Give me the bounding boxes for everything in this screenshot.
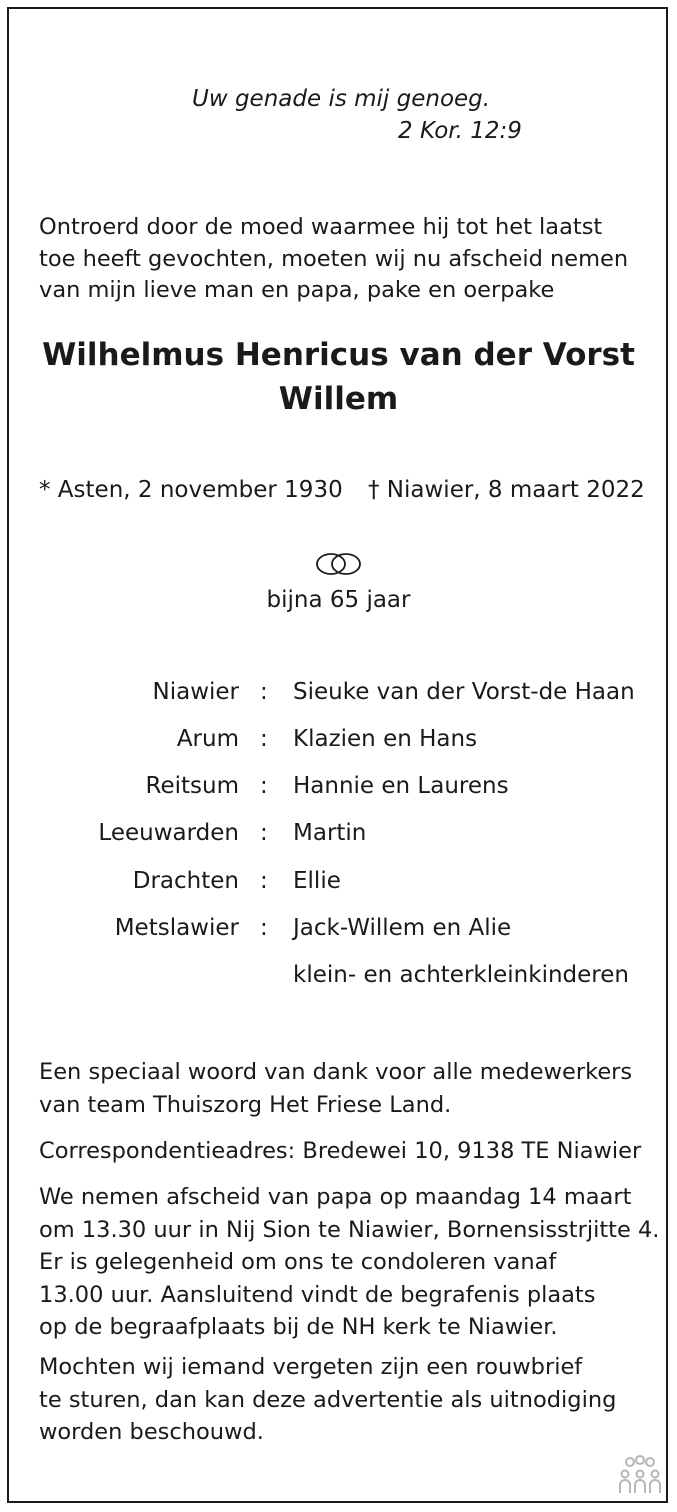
family-place: Reitsum (145, 773, 239, 799)
family-names: Hannie en Laurens (293, 773, 509, 799)
ceremony-line: 13.00 uur. Aansluitend vindt de begrafenis plaats (39, 1281, 596, 1308)
deceased-nickname: Willem (278, 381, 399, 417)
people-group-icon (616, 1455, 664, 1495)
closing-line: te sturen, dan kan deze advertentie als uitnodiging (39, 1386, 617, 1413)
family-separator: : (260, 915, 268, 941)
ceremony-line: om 13.30 uur in Nij Sion te Niawier, Bornensisstrjitte 4. (39, 1216, 660, 1243)
marriage-duration: bijna 65 jaar (266, 587, 411, 613)
death-date: † Niawier, 8 maart 2022 (368, 477, 645, 503)
ceremony-text (39, 1181, 659, 1344)
family-separator: : (260, 868, 268, 894)
grandchildren: klein- en achterkleinkinderen (293, 962, 629, 988)
family-names: Ellie (293, 868, 341, 894)
correspondence-address: Correspondentieadres: Bredewei 10, 9138 TE Niawier (39, 1138, 642, 1164)
family-separator: : (260, 773, 268, 799)
birth-date: * Asten, 2 november 1930 (39, 477, 343, 503)
family-separator: : (260, 726, 268, 752)
intro-text (39, 211, 628, 307)
family-place: Arum (176, 726, 239, 752)
family-place: Drachten (132, 868, 239, 894)
intro-line: van mijn lieve man en papa, pake en oerpake (39, 277, 555, 303)
bible-reference: 2 Kor. 12:9 (398, 118, 522, 144)
thanks-line: Een speciaal woord van dank voor alle medewerkers (39, 1059, 633, 1085)
family-separator: : (260, 679, 268, 705)
ceremony-line: We nemen afscheid van papa op maandag 14 maart (39, 1184, 632, 1210)
ceremony-line: op de begraafplaats bij de NH kerk te Niawier. (39, 1314, 558, 1340)
family-names: Jack-Willem en Alie (293, 915, 512, 941)
deceased-name: Wilhelmus Henricus van der Vorst (42, 337, 635, 373)
family-names: Sieuke van der Vorst-de Haan (293, 679, 635, 705)
family-place: Metslawier (114, 915, 239, 941)
family-names: Martin (293, 820, 367, 846)
ceremony-line: Er is gelegenheid om ons te condoleren vanaf (39, 1249, 557, 1275)
family-names: Klazien en Hans (293, 726, 478, 752)
bible-quote: Uw genade is mij genoeg. (192, 86, 491, 112)
closing-line: worden beschouwd. (39, 1419, 264, 1445)
thanks-line: van team Thuiszorg Het Friese Land. (39, 1091, 452, 1118)
family-place: Leeuwarden (98, 820, 239, 846)
closing-line: Mochten wij iemand vergeten zijn een rouwbrief (39, 1354, 583, 1380)
intro-line: Ontroerd door de moed waarmee hij tot het laatst (39, 214, 603, 240)
closing-text (39, 1351, 616, 1449)
intro-line: toe heeft gevochten, moeten wij nu afscheid nemen (39, 245, 629, 272)
family-separator: : (260, 820, 268, 846)
wedding-rings-icon (313, 550, 365, 578)
family-place: Niawier (152, 679, 239, 705)
thanks-text (39, 1056, 632, 1121)
